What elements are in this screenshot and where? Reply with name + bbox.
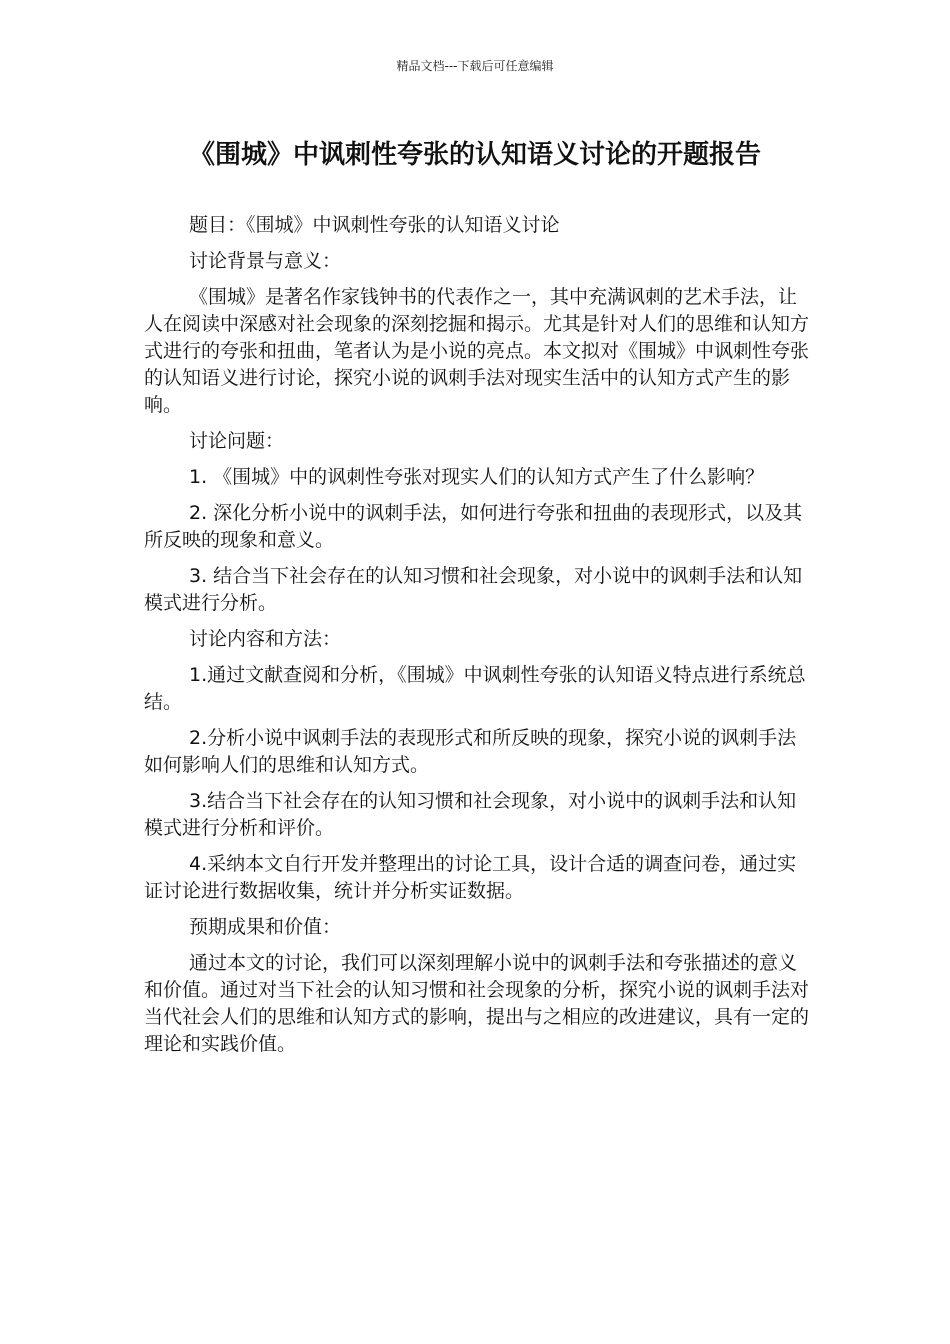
- document-title: 《围城》中讽刺性夸张的认知语义讨论的开题报告: [188, 140, 761, 170]
- section-heading-background: 讨论背景与意义：: [189, 250, 342, 272]
- background-paragraph: 《围城》是著名作家钱钟书的代表作之一，其中充满讽刺的艺术手法，让人在阅读中深感对社会现象的深刻挖掘和揭示。尤其是针对人们的思维和认知方式进行的夸张和扭曲，笔者认为是小说的亮点。本文拟对《围城》中讽刺性夸张的认知语义进行讨论，探究小说的讽刺手法对现实生活中的认知方式产生的影响。: [144, 286, 810, 416]
- method-item-2: 2.分析小说中讽刺手法的表现形式和所反映的现象，探究小说的讽刺手法如何影响人们的思维和认知方式。: [144, 727, 797, 776]
- question-item-2: 2. 深化分析小说中的讽刺手法，如何进行夸张和扭曲的表现形式，以及其所反映的现象和意义。: [144, 502, 803, 551]
- method-item-1: 1.通过文献查阅和分析，《围城》中讽刺性夸张的认知语义特点进行系统总结。: [144, 664, 806, 713]
- method-item-3: 3.结合当下社会存在的认知习惯和社会现象，对小说中的讽刺手法和认知模式进行分析和评价。: [144, 790, 797, 839]
- question-item-3: 3. 结合当下社会存在的认知习惯和社会现象，对小说中的讽刺手法和认知模式进行分析。: [144, 565, 803, 614]
- section-heading-methods: 讨论内容和方法：: [189, 628, 342, 650]
- document-body: [144, 212, 814, 1067]
- method-item-4: 4.采纳本文自行开发并整理出的讨论工具，设计合适的调查问卷，通过实证讨论进行数据收集，统计并分析实证数据。: [144, 853, 797, 902]
- topic-line: 题目：《围城》中讽刺性夸张的认知语义讨论: [189, 214, 560, 236]
- section-heading-outcomes: 预期成果和价值：: [189, 916, 342, 938]
- outcomes-paragraph: 通过本文的讨论，我们可以深刻理解小说中的讽刺手法和夸张描述的意义和价值。通过对当下社会的认知习惯和社会现象的分析，探究小说的讽刺手法对当代社会人们的思维和认知方式的影响，提出与之相应的改进建议，具有一定的理论和实践价值。: [144, 952, 810, 1055]
- section-heading-questions: 讨论问题：: [189, 430, 285, 452]
- header-note: 精品文档---下载后可任意编辑: [396, 59, 554, 73]
- question-item-1: 1. 《围城》中的讽刺性夸张对现实人们的认知方式产生了什么影响？: [189, 466, 765, 488]
